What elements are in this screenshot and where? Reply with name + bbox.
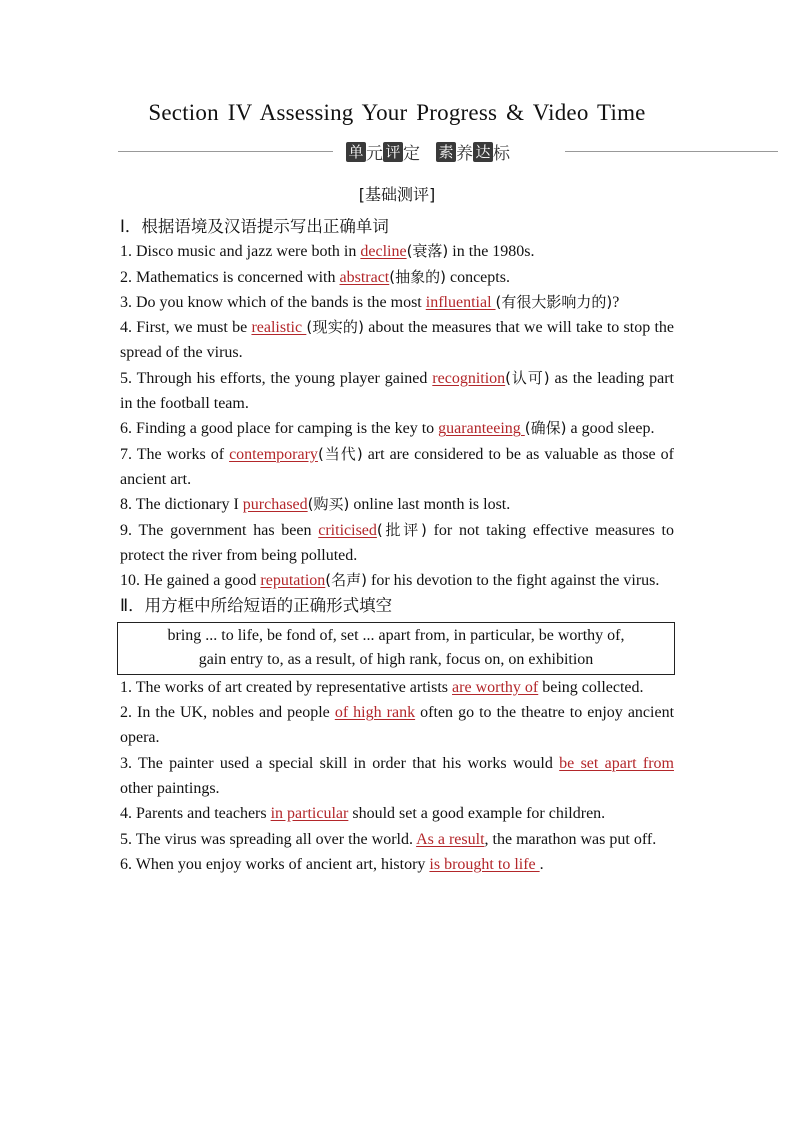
question-text: 7. The works of (120, 445, 230, 463)
question-text: a good sleep. (566, 420, 655, 438)
banner-char: 标 (493, 144, 510, 164)
question-text: 9. The government has been (120, 521, 319, 539)
question-item (120, 265, 674, 290)
answer: of high rank (334, 704, 416, 722)
banner-char: 达 (473, 142, 493, 162)
question-item (120, 315, 674, 366)
answer: contemporary (229, 445, 318, 463)
chinese-hint: (确保) (524, 419, 567, 438)
question-text: 6. Finding a good place for camping is the key to (120, 420, 439, 438)
answer: are worthy of (452, 678, 539, 696)
question-text: 1. Disco music and jazz were both in (120, 243, 361, 261)
question-item (120, 518, 674, 569)
question-text: being collected. (538, 678, 644, 696)
banner-char: 定 (403, 144, 420, 164)
question-text: , the marathon was put off. (484, 830, 657, 848)
question-item (120, 239, 674, 264)
question-item (120, 827, 674, 852)
chinese-hint: (当代) (317, 444, 363, 463)
question-text: 8. The dictionary I (120, 496, 243, 514)
answer: in particular (270, 805, 349, 823)
part2-heading: Ⅱ．用方框中所给短语的正确形式填空 (120, 596, 393, 616)
question-text: other paintings. (120, 779, 220, 797)
chinese-hint: (衰落) (406, 242, 449, 261)
question-item (120, 751, 674, 802)
question-text: 10. He gained a good (120, 572, 261, 590)
banner-divider-right (565, 151, 778, 152)
question-text: 5. Through his efforts, the young player gained (120, 369, 433, 387)
question-item (120, 675, 674, 700)
answer: is brought to life (429, 855, 540, 873)
question-text: 6. When you enjoy works of ancient art, history (120, 855, 430, 873)
question-item (120, 700, 674, 751)
question-item (120, 442, 674, 493)
chinese-hint: (有很大影响力的) (495, 292, 613, 311)
banner-label (346, 139, 556, 163)
question-item (120, 568, 674, 593)
chinese-hint: (批评) (376, 520, 427, 539)
answer: influential (425, 293, 496, 311)
banner-char: 元 (366, 144, 383, 164)
question-text: 2. In the UK, nobles and people (120, 704, 335, 722)
phrase-box-line: bring ... to life, be fond of, set ... apart from, in particular, be worthy of, (167, 626, 625, 644)
chinese-hint: (现实的) (306, 318, 365, 337)
question-text: should set a good example for children. (348, 805, 606, 823)
question-text: 4. Parents and teachers (120, 805, 271, 823)
answer: decline (360, 243, 407, 261)
chinese-hint: (购买) (307, 495, 350, 514)
banner-char: 养 (456, 144, 473, 164)
answer: criticised (318, 521, 377, 539)
banner-char: 素 (436, 142, 456, 162)
question-text: in the 1980s. (448, 243, 535, 261)
question-text: 3. Do you know which of the bands is the most (120, 293, 426, 311)
question-text: 5. The virus was spreading all over the world. (120, 830, 417, 848)
banner-divider-left (118, 151, 333, 152)
phrase-box-line: gain entry to, as a result, of high rank, focus on, on exhibition (198, 650, 594, 668)
phrase-box (117, 622, 675, 675)
answer: be set apart from (559, 754, 674, 772)
question-text: 2. Mathematics is concerned with (120, 268, 340, 286)
question-item (120, 366, 674, 417)
answer: recognition (432, 369, 506, 387)
part1-heading: Ⅰ．根据语境及汉语提示写出正确单词 (120, 217, 389, 236)
question-text: as the leading part in the football team. (120, 369, 675, 413)
answer: As a result (416, 830, 485, 848)
question-item (120, 801, 674, 826)
question-text: ? (612, 293, 620, 311)
chinese-hint: (认可) (505, 368, 550, 387)
banner-char: 单 (346, 142, 366, 162)
subheading: [基础测评] (358, 185, 436, 204)
question-item (120, 852, 674, 877)
section-banner (118, 138, 778, 164)
question-text: about the measures that we will take to stop the spread of the virus. (120, 319, 674, 362)
page-title: Section IV Assessing Your Progress & Video Time (148, 100, 646, 125)
answer: abstract (339, 268, 390, 286)
question-text: online last month is lost. (349, 496, 511, 514)
question-text: for not taking effective measures to protect the river from being polluted. (120, 521, 675, 564)
chinese-hint: (名声) (325, 571, 367, 590)
answer: reputation (260, 572, 326, 590)
question-text: 3. The painter used a special skill in order that his works would (120, 754, 560, 772)
answer: guaranteeing (438, 420, 525, 438)
question-text: often go to the theatre to enjoy ancient opera. (120, 704, 675, 747)
question-item (120, 492, 674, 517)
question-text: 1. The works of art created by representative artists (120, 678, 453, 696)
answer: purchased (242, 496, 308, 514)
answer: realistic (251, 319, 307, 337)
question-text: concepts. (445, 268, 510, 286)
question-item (120, 290, 674, 315)
chinese-hint: (抽象的) (389, 267, 446, 286)
question-text: art are considered to be as valuable as those of ancient art. (120, 445, 674, 488)
question-text: for his devotion to the fight against the virus. (367, 572, 660, 590)
question-text: . (539, 855, 544, 873)
question-item (120, 416, 674, 441)
question-text: 4. First, we must be (120, 319, 252, 337)
exercise-content (120, 214, 674, 877)
banner-char: 评 (383, 142, 403, 162)
